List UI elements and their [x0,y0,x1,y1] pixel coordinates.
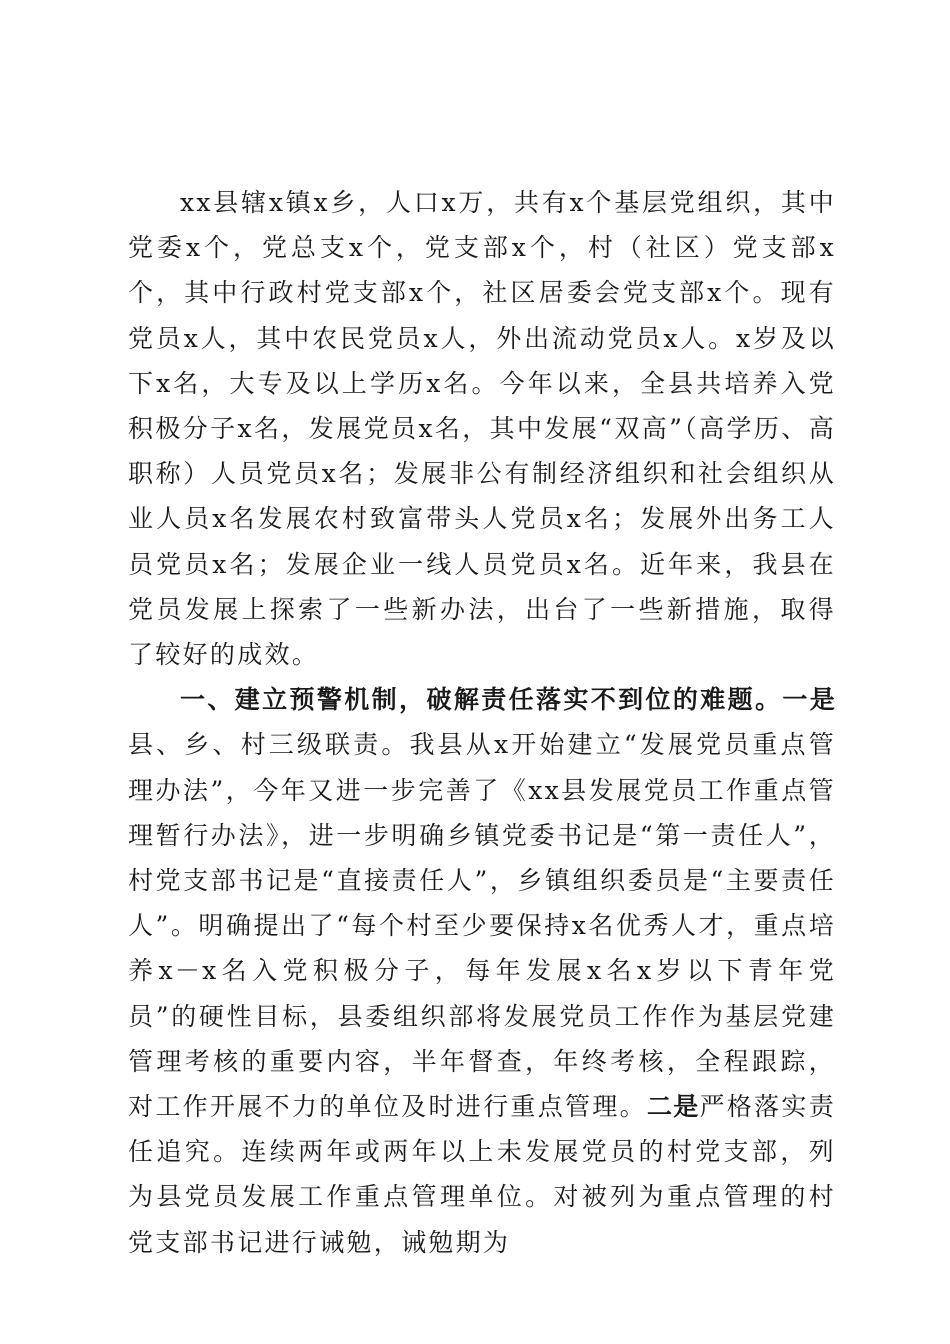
second-point-text: 严格落实责任追究。连续两年或两年以上未发展党员的村党支部，列为县党员发展工作重点管理单位。对被列为重点管理的村党支部书记进行诫勉，诫勉期为 [128,1092,836,1257]
paragraph-overview: xx县辖x镇x乡，人口x万，共有x个基层党组织，其中党委x个，党总支x个，党支部x个，村（社区）党支部x个，其中行政村党支部x个，社区居委会党支部x个。现有党员x人，其中农民党员x人，外出流动党员x人。x岁及以下x名，大专及以上学历x名。今年以来，全县共培养入党积极分子x名，发展党员x名，其中发展“双高”（高学历、高职称）人员党员x名；发展非公有制经济组织和社会组织从业人员x名发展农村致富带头人党员x名；发展外出务工人员党员x名；发展企业一线人员党员x名。近年来，我县在党员发展上探索了一些新办法，出台了一些新措施，取得了较好的成效。 [128,188,836,670]
section-heading: 一、建立预警机制，破解责任落实不到位的难题。 [180,685,783,715]
document-body [128,180,836,1265]
first-point-text: 县、乡、村三级联责。我县从x开始建立“发展党员重点管理办法”，今年又进一步完善了《xx县发展党员工作重点管理暂行办法》，进一步明确乡镇党委书记是“第一责任人”，村党支部书记是“直接责任人”，乡镇组织委员是“主要责任人”。明确提出了“每个村至少要保持x名优秀人才，重点培养x－x名入党积极分子，每年发展x名x岁以下青年党员”的硬性目标，县委组织部将发展党员工作作为基层党建管理考核的重要内容，半年督查，年终考核，全程跟踪，对工作开展不力的单位及时进行重点管理。 [128,730,836,1122]
second-point-marker: 二是 [647,1092,700,1122]
paragraph-section-one [128,677,836,1265]
first-point-marker: 一是 [782,685,837,715]
